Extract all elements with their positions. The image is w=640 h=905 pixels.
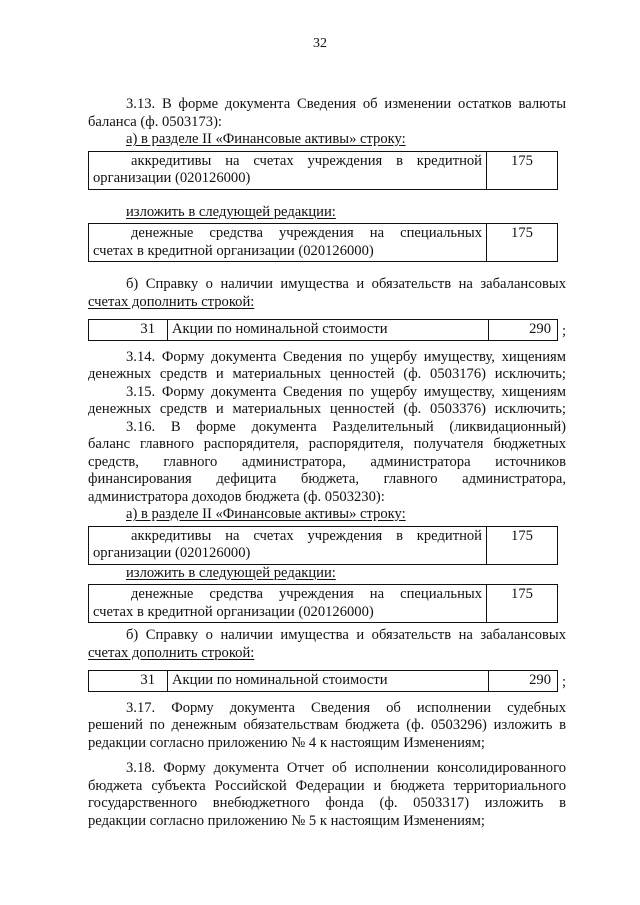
para-3-16-line1: 3.16. В форме документа Разделительный (ликвидационный) bbox=[126, 418, 566, 435]
row31-code: 290 bbox=[489, 671, 558, 692]
row-new-code: 175 bbox=[487, 585, 558, 623]
para-3-18-line2: бюджета субъекта Российской Федерации и бюджета территориального bbox=[88, 777, 566, 794]
row31-text: Акции по номинальной стоимости bbox=[168, 671, 489, 692]
row31-number: 31 bbox=[89, 671, 168, 692]
para-3-13-line2: баланса (ф. 0503173): bbox=[88, 113, 222, 130]
row-new-text: денежные средства учреждения на специальных счетах в кредитной организации (020126000) bbox=[89, 224, 487, 262]
para-3-15-line2: денежных средств и материальных ценностей (ф. 0503376) исключить; bbox=[88, 401, 566, 417]
page-number: 32 bbox=[313, 36, 327, 51]
para-3-16-line4: финансирования дефицита бюджета, главного администратора, bbox=[88, 471, 566, 487]
para-3-17-line2: решений по денежным обязательствам бюджета (ф. 0503296) изложить в bbox=[88, 717, 566, 733]
table-3-16-row31-wrap bbox=[88, 670, 566, 692]
para-3-18-line1: 3.18. Форму документа Отчет об исполнении консолидированного bbox=[126, 760, 566, 776]
para-3-13-redact: изложить в следующей редакции: bbox=[126, 203, 336, 220]
para-3-16-line3: средств, главного администратора, администратора источников bbox=[88, 453, 566, 470]
row31-text: Акции по номинальной стоимости bbox=[168, 320, 489, 341]
para-3-16-b2: счетах дополнить строкой: bbox=[88, 644, 255, 661]
para-3-16-line2: баланс главного распорядителя, распорядителя, получателя бюджетных bbox=[88, 436, 566, 452]
para-3-13-line1: 3.13. В форме документа Сведения об изменении остатков валюты bbox=[126, 96, 566, 112]
table-3-13-old-row bbox=[88, 151, 558, 190]
row-old-text: аккредитивы на счетах учреждения в кредитной организации (020126000) bbox=[89, 526, 487, 564]
para-3-16-b1: б) Справку о наличии имущества и обязательств на забалансовых bbox=[126, 627, 566, 643]
para-3-16-redact: изложить в следующей редакции: bbox=[126, 564, 336, 581]
row31-number: 31 bbox=[89, 320, 168, 341]
para-3-16-a: а) в разделе II «Финансовые активы» строку: bbox=[126, 506, 406, 522]
para-3-14-line1: 3.14. Форму документа Сведения по ущербу имуществу, хищениям bbox=[126, 348, 566, 365]
para-3-18-line3: государственного внебюджетного фонда (ф. 0503317) изложить в bbox=[88, 795, 566, 811]
para-3-15-line1: 3.15. Форму документа Сведения по ущербу имуществу, хищениям bbox=[126, 383, 566, 400]
row-new-text: денежные средства учреждения на специальных счетах в кредитной организации (020126000) bbox=[89, 585, 487, 623]
para-3-13-b2: счетах дополнить строкой: bbox=[88, 293, 255, 310]
table-3-16-new-row bbox=[88, 584, 558, 623]
para-3-18-line4: редакции согласно приложению № 5 к настоящим Изменениям; bbox=[88, 812, 485, 829]
para-3-13-b1: б) Справку о наличии имущества и обязательств на забалансовых bbox=[126, 276, 566, 292]
document-body bbox=[88, 96, 566, 830]
table-3-13-row31-wrap bbox=[88, 319, 566, 341]
table-3-13-row31 bbox=[88, 319, 558, 341]
row-old-code: 175 bbox=[487, 526, 558, 564]
para-3-17-line3: редакции согласно приложению № 4 к настоящим Изменениям; bbox=[88, 734, 485, 751]
para-3-14-line2: денежных средств и материальных ценностей (ф. 0503176) исключить; bbox=[88, 366, 566, 382]
row31-code: 290 bbox=[489, 320, 558, 341]
para-3-13-a: а) в разделе II «Финансовые активы» строку: bbox=[126, 131, 406, 147]
para-3-16-line5: администратора доходов бюджета (ф. 0503230): bbox=[88, 488, 385, 505]
row-old-code: 175 bbox=[487, 151, 558, 189]
row-new-code: 175 bbox=[487, 224, 558, 262]
table-3-13-new-row bbox=[88, 223, 558, 262]
row31-semicolon: ; bbox=[561, 323, 566, 339]
para-3-17-line1: 3.17. Форму документа Сведения об исполнении судебных bbox=[126, 699, 566, 716]
row-old-text: аккредитивы на счетах учреждения в кредитной организации (020126000) bbox=[89, 151, 487, 189]
row31-semicolon: ; bbox=[561, 674, 566, 690]
table-3-16-row31 bbox=[88, 670, 558, 692]
table-3-16-old-row bbox=[88, 526, 558, 565]
